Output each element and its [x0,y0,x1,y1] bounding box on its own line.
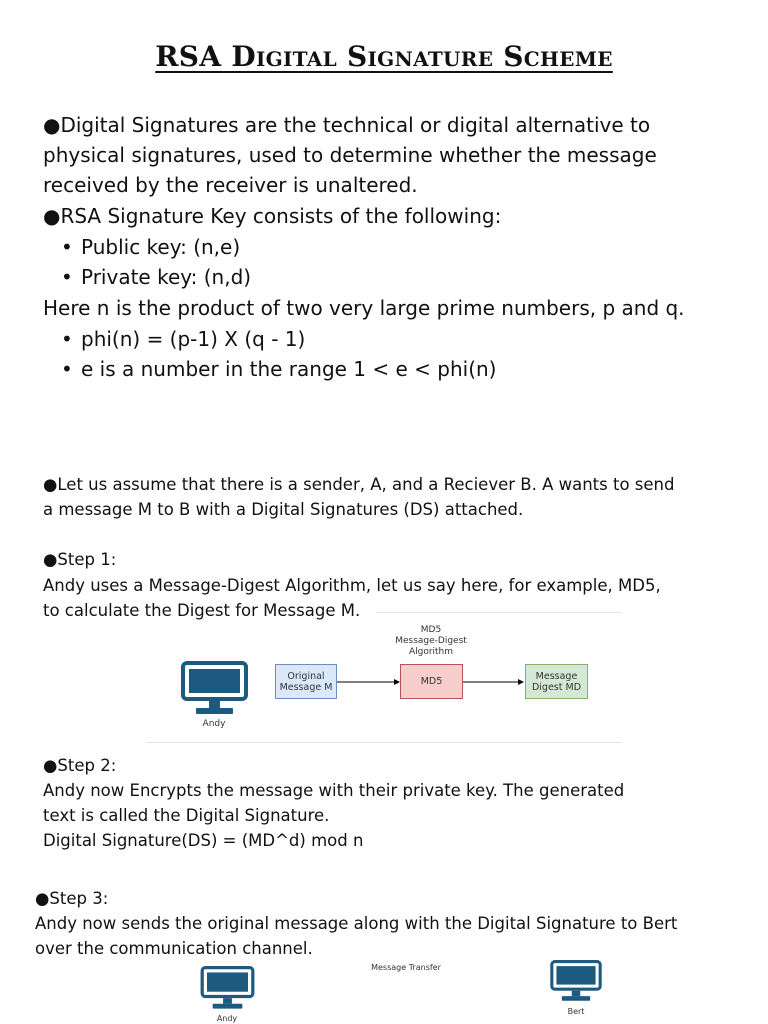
message-transfer-label: Message Transfer [371,963,441,972]
prime-note: Here n is the product of two very large prime numbers, p and q. [43,296,685,320]
diagram1-bottom-border [146,742,622,743]
diagram1-arrows [337,677,527,687]
message-digest-box: Message Digest MD [525,664,588,699]
private-key-item: • Private key: (n,d) [81,262,251,292]
arrow-to-md5-head [394,679,400,685]
phi-formula-item: • phi(n) = (p-1) X (q - 1) [81,324,305,354]
md5-algorithm-label: MD5 Message-Digest Algorithm [395,625,467,657]
bert-receiver-computer-icon [550,960,602,1003]
intro-bullet-2: ●RSA Signature Key consists of the following: [43,204,502,228]
step2-heading: ●Step 2: [43,756,117,775]
diagram1-top-border [376,612,622,613]
step3-heading: ●Step 3: [35,889,109,908]
step3-line-1: Andy now sends the original message along with the Digital Signature to Bert [35,914,678,933]
step1-line-2: to calculate the Digest for Message M. [43,601,361,620]
andy-computer-icon [181,661,248,717]
arrow-to-digest-head [518,679,524,685]
scenario-line-2: a message M to B with a Digital Signatures (DS) attached. [43,500,524,519]
original-message-box: Original Message M [275,664,337,699]
step2-line-1: Andy now Encrypts the message with their private key. The generated [43,781,625,800]
scenario-line-1: ●Let us assume that there is a sender, A, and a Reciever B. A wants to send [43,475,675,494]
step3-line-2: over the communication channel. [35,939,313,958]
e-range-item: • e is a number in the range 1 < e < phi(n) [81,354,497,384]
intro-bullet-1-line-2: physical signatures, used to determine whether the message [43,143,657,167]
public-key-item: • Public key: (n,e) [81,232,240,262]
step2-line-2: text is called the Digital Signature. [43,806,330,825]
step1-line-1: Andy uses a Message-Digest Algorithm, let us say here, for example, MD5, [43,576,661,595]
md5-box: MD5 [400,664,463,699]
bert-label: Bert [567,1007,585,1016]
page-title: RSA Digital Signature Scheme [155,40,613,73]
andy-sender-label: Andy [216,1014,238,1023]
step1-heading: ●Step 1: [43,550,117,569]
step2-formula: Digital Signature(DS) = (MD^d) mod n [43,831,364,850]
andy-label: Andy [202,719,226,729]
andy-sender-computer-icon [200,966,255,1011]
intro-bullet-1-line-1: ●Digital Signatures are the technical or digital alternative to [43,113,651,137]
intro-bullet-1-line-3: received by the receiver is unaltered. [43,173,418,197]
